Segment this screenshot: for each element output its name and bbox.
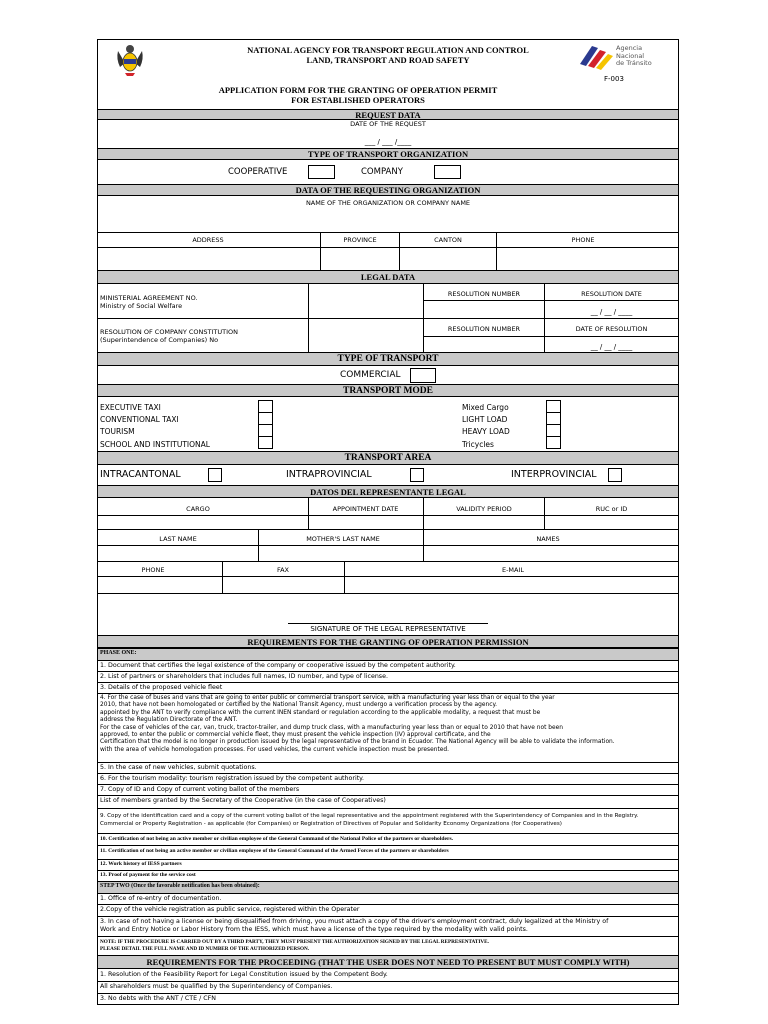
section-transport-mode: TRANSPORT MODE — [98, 384, 678, 397]
organization-name-field[interactable] — [98, 208, 678, 232]
application-form — [97, 39, 679, 1005]
requirement-6: 6. For the tourism modality: tourism registration issued by the competent authority. — [98, 773, 678, 784]
cooperative-label: COOPERATIVE — [228, 167, 288, 177]
interprovincial-checkbox[interactable] — [608, 468, 622, 482]
section-transport-organization: TYPE OF TRANSPORT ORGANIZATION — [98, 148, 678, 160]
appointment-date-field[interactable] — [309, 516, 423, 529]
commercial-label: COMMERCIAL — [340, 370, 401, 380]
proceeding-item-3: 3. No debts with the ANT / CTE / CFN — [98, 993, 678, 1004]
intraprovincial-checkbox[interactable] — [410, 468, 424, 482]
resolution-number2-field[interactable] — [424, 337, 544, 352]
phone-label: PHONE — [571, 236, 595, 244]
resolution-date-label: RESOLUTION DATE — [581, 290, 642, 298]
mothers-last-name-field[interactable] — [259, 546, 423, 561]
last-name-label: LAST NAME — [159, 535, 197, 543]
section-proceeding: REQUIREMENTS FOR THE PROCEEDING (THAT THE USER DOES NOT NEED TO PRESENT BUT MUST COMPLY WITH) — [98, 955, 678, 969]
mode-conventional-taxi: CONVENTIONAL TAXI — [100, 415, 179, 424]
step-two-item-1: 1. Office of re-entry of documentation. — [98, 893, 678, 904]
company-constitution-field[interactable] — [309, 319, 423, 352]
ministerial-agreement-field[interactable] — [309, 285, 423, 318]
school-institutional-checkbox[interactable] — [258, 436, 273, 449]
requirement-11: 11. Certification of not being an active member or civilian employee of the General Command of the Armed Forces of the partners or shareholders — [98, 845, 678, 859]
requirement-4: 4. For the case of buses and vans that are going to enter public or commercial transport service, with a manufacturing year less than or equal to the year 2010, that have not been homologated or certified by the National Transit Agency, must undergo a verification process by the agency. appointed by the ANT to verify compliance with the current INEN standard or regulation according to the applicable modality, a request that must be address the Regulation Directorate of the ANT. For the case of vehicles of the car, van, truck, tractor-trailer, and dump truck class, with a manufacturing year less than or equal to 2010 that have not been approved, to enter the public or commercial vehicle fleet, they must present the vehicle inspection (IV) approval certificate, and the Certification that the model is no longer in production issued by the legal representative of the brand in Ecuador. The National Agency will be able to validate the information. with the area of vehicle homologation processes. For used vehicles, the current vehicle inspection must be presented. — [98, 693, 678, 762]
third-party-note: NOTE: IF THE PROCEDURE IS CARRIED OUT BY A THIRD PARTY, THEY MUST PRESENT THE AUTHORIZATION SIGNED BY THE LEGAL REPRESENTATIVE. PLEASE DETAIL THE FULL NAME AND ID NUMBER OF THE AUTHORIZED PERSON. — [98, 936, 678, 955]
date-of-request-label: DATE OF THE REQUEST — [350, 120, 426, 128]
section-transport-area: TRANSPORT AREA — [98, 451, 678, 465]
logo-text-line1: Agencia — [616, 44, 643, 52]
resolution-number-label: RESOLUTION NUMBER — [447, 290, 521, 298]
address-field[interactable] — [98, 248, 320, 270]
section-legal-data: LEGAL DATA — [98, 270, 678, 284]
intraprovincial-label: INTRAPROVINCIAL — [286, 469, 372, 480]
logo-text-line2: Nacional — [616, 51, 645, 60]
canton-field[interactable] — [400, 248, 496, 270]
ministerial-agreement-label: MINISTERIAL AGREEMENT NO. — [100, 294, 198, 302]
step-two-item-3: 3. In case of not having a license or being disqualified from driving, you must attach a copy of the driver's employment contract, duly legalized at the Ministry of Work and Entry Notice or Labor History from the IESS, which must have a license of the type required by the modality with valid points. — [98, 916, 678, 936]
organization-name-label: NAME OF THE ORGANIZATION OR COMPANY NAME — [305, 199, 471, 207]
date-of-request-field[interactable]: ___ / ___ /____ — [364, 138, 412, 146]
step-two-label: STEP TWO (Once the favorable notification has been obtained): — [98, 881, 678, 893]
province-label: PROVINCE — [343, 236, 377, 244]
form-code: F-003 — [604, 75, 624, 83]
signature-field[interactable] — [288, 600, 488, 622]
tricycles-checkbox[interactable] — [546, 436, 561, 449]
validity-period-field[interactable] — [424, 516, 544, 529]
mode-tricycles: Tricycles — [462, 440, 494, 449]
requirement-1: 1. Document that certifies the legal existence of the company or cooperative issued by the competent authority. — [98, 660, 678, 671]
form-title-line1: APPLICATION FORM FOR THE GRANTING OF OPERATION PERMIT — [218, 85, 498, 95]
canton-label: CANTON — [434, 236, 462, 244]
address-label: ADDRESS — [192, 236, 224, 244]
ministry-social-welfare-label: Ministry of Social Welfare — [100, 302, 183, 310]
step-two-item-2: 2.Copy of the vehicle registration as public service, registered within the Operater — [98, 904, 678, 916]
mode-mixed-cargo: Mixed Cargo — [462, 403, 509, 412]
company-label: COMPANY — [361, 167, 403, 177]
mode-light-load: LIGHT LOAD — [462, 415, 508, 424]
rep-phone-label: PHONE — [141, 566, 165, 574]
date-of-resolution-label: DATE OF RESOLUTION — [575, 325, 648, 333]
section-type-of-transport: TYPE OF TRANSPORT — [98, 352, 678, 366]
mode-tourism: TOURISM — [100, 427, 135, 436]
names-label: NAMES — [536, 535, 560, 543]
email-field[interactable] — [345, 577, 678, 593]
company-constitution-label: RESOLUTION OF COMPANY CONSTITUTION — [100, 328, 239, 336]
rep-phone-field[interactable] — [98, 577, 222, 593]
agency-name-line1: NATIONAL AGENCY FOR TRANSPORT REGULATION AND CONTROL — [247, 45, 529, 55]
mode-heavy-load: HEAVY LOAD — [462, 427, 510, 436]
cargo-field[interactable] — [98, 516, 308, 529]
commercial-checkbox[interactable] — [410, 368, 436, 383]
fax-field[interactable] — [223, 577, 344, 593]
proceeding-item-2: All shareholders must be qualified by the Superintendency of Companies. — [98, 981, 678, 993]
form-title-line2: FOR ESTABLISHED OPERATORS — [291, 95, 425, 105]
superintendence-companies-label: (Superintendence of Companies) No — [100, 336, 219, 344]
resolution-number2-label: RESOLUTION NUMBER — [447, 325, 521, 333]
company-checkbox[interactable] — [434, 165, 461, 179]
appointment-date-label: APPOINTMENT DATE — [332, 505, 399, 513]
interprovincial-label: INTERPROVINCIAL — [511, 469, 597, 480]
cargo-label: CARGO — [186, 505, 210, 513]
ruc-id-label: RUC or ID — [595, 505, 628, 513]
section-request-data: REQUEST DATA — [98, 109, 678, 120]
mode-school-institutional: SCHOOL AND INSTITUTIONAL — [100, 440, 210, 449]
intracantonal-label: INTRACANTONAL — [100, 469, 181, 480]
fax-label: FAX — [276, 566, 290, 574]
signature-line — [288, 623, 488, 624]
agency-name-line2: LAND, TRANSPORT AND ROAD SAFETY — [306, 55, 470, 65]
date-of-resolution-field[interactable]: __ / __ / ____ — [590, 343, 633, 351]
phone-field[interactable] — [497, 248, 678, 270]
requirement-13: 13. Proof of payment for the service cost — [98, 870, 678, 881]
ruc-id-field[interactable] — [545, 516, 678, 529]
mode-executive-taxi: EXECUTIVE TAXI — [100, 403, 161, 412]
ant-logo — [578, 44, 668, 72]
intracantonal-checkbox[interactable] — [208, 468, 222, 482]
requirement-3: 3. Details of the proposed vehicle fleet — [98, 682, 678, 693]
validity-period-label: VALIDITY PERIOD — [456, 505, 512, 513]
phase-one-label: PHASE ONE: — [98, 648, 678, 660]
cooperative-checkbox[interactable] — [308, 165, 335, 179]
mothers-last-name-label: MOTHER'S LAST NAME — [306, 535, 380, 543]
requirement-8: List of members granted by the Secretary of the Cooperative (in the case of Cooperatives) — [98, 795, 678, 808]
requirement-10: 10. Certification of not being an active member or civilian employee of the General Command of the National Police of the partners or shareholders. — [98, 833, 678, 845]
requirement-7: 7. Copy of ID and Copy of current voting ballot of the members — [98, 784, 678, 795]
resolution-date-field[interactable]: __ / __ / ____ — [590, 308, 633, 316]
requirement-9: 9. Copy of the identification card and a copy of the current voting ballot of the legal representative and the appointment registered with the Superintendency of Companies and in the Registry. Commercial or Property Registration - as applicable (for Companies) or Registration of Directives of Popular and Solidarity Economy Organizations (for Cooperatives) — [98, 808, 678, 833]
resolution-number-field[interactable] — [424, 301, 544, 318]
section-requesting-organization: DATA OF THE REQUESTING ORGANIZATION — [98, 184, 678, 196]
requirement-12: 12. Work history of IESS partners — [98, 859, 678, 870]
section-requirements: REQUIREMENTS FOR THE GRANTING OF OPERATION PERMISSION — [98, 635, 678, 648]
province-field[interactable] — [321, 248, 399, 270]
names-field[interactable] — [424, 546, 678, 561]
email-label: E-MAIL — [501, 566, 525, 574]
signature-label: SIGNATURE OF THE LEGAL REPRESENTATIVE — [310, 625, 466, 633]
last-name-field[interactable] — [98, 546, 258, 561]
section-legal-representative: DATOS DEL REPRESENTANTE LEGAL — [98, 485, 678, 498]
ecuador-coat-of-arms-logo — [116, 43, 144, 77]
requirement-2: 2. List of partners or shareholders that includes full names, ID number, and type of license. — [98, 671, 678, 682]
logo-text-line3: de Tránsito — [616, 59, 652, 67]
proceeding-item-1: 1. Resolution of the Feasibility Report for Legal Constitution issued by the Competent Body. — [100, 971, 388, 978]
requirement-5: 5. In the case of new vehicles, submit quotations. — [98, 762, 678, 773]
